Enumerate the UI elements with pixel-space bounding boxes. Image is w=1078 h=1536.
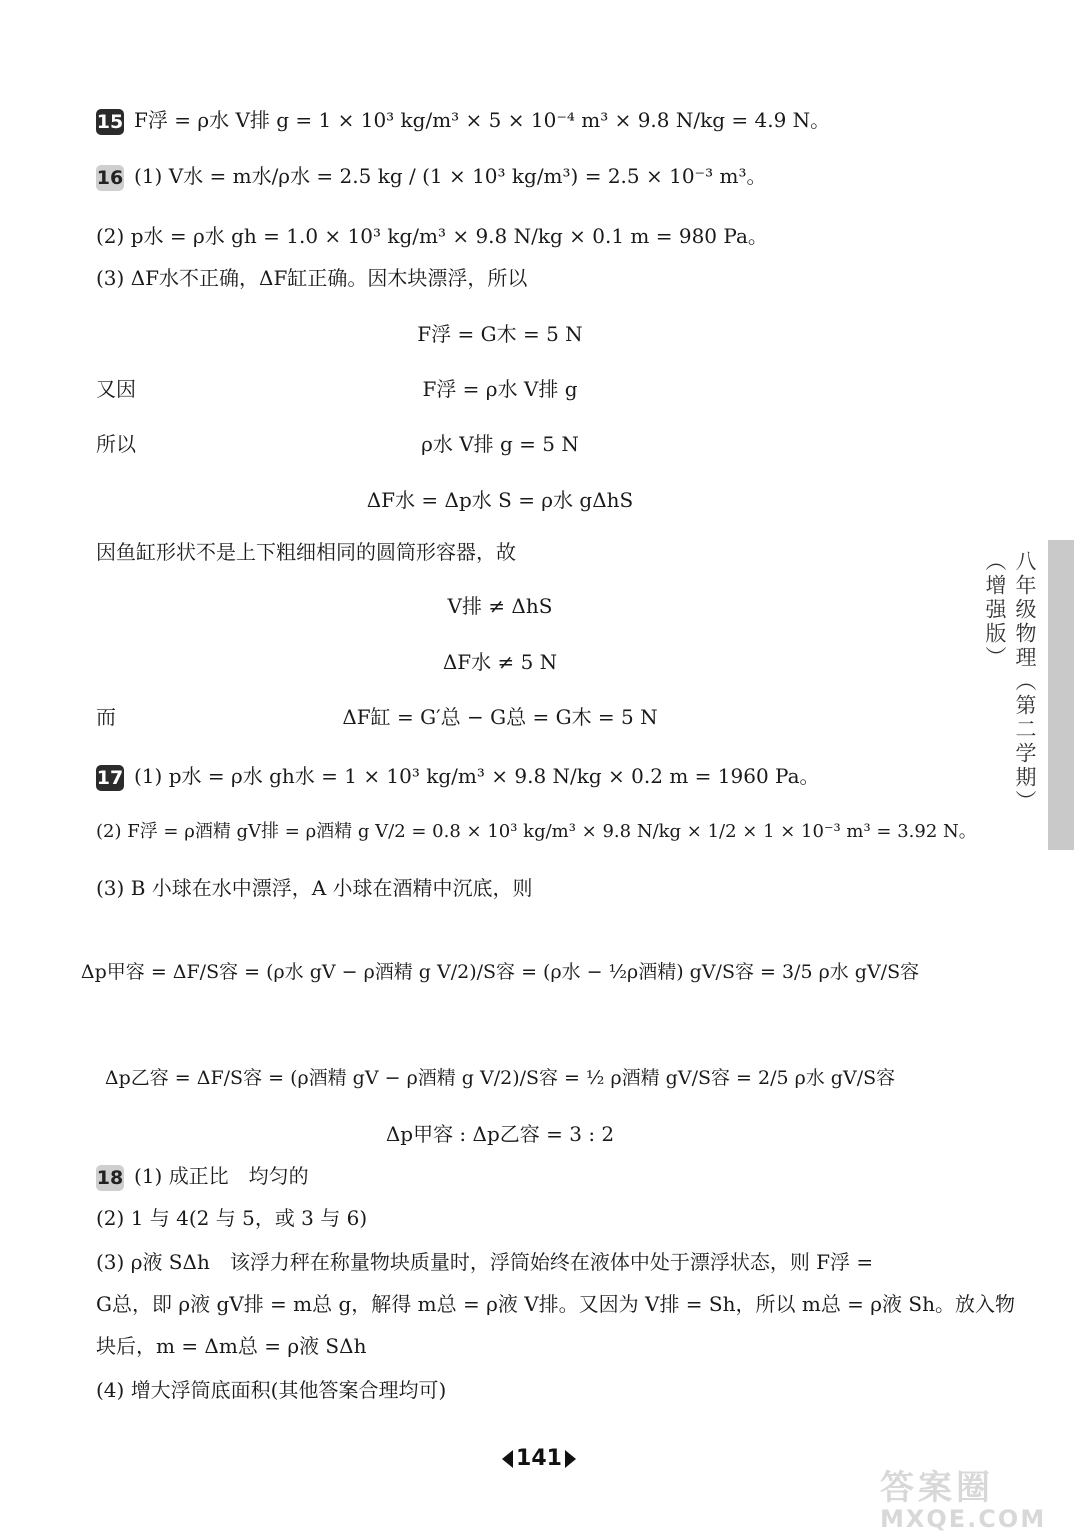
q18-part4: (4) 增大浮筒底面积(其他答案合理均可) <box>96 1378 447 1402</box>
side-tab <box>1048 540 1074 850</box>
q16-equation-4: ΔF水 = Δp水 S = ρ水 gΔhS <box>366 488 634 512</box>
question-number-badge: 15 <box>96 110 124 133</box>
q16-equation-1: F浮 = G木 = 5 N <box>417 322 583 346</box>
q16-equation-7: ΔF缸 = G′总 − G总 = G木 = 5 N <box>342 705 658 729</box>
q18-part3-line1: (3) ρ液 SΔh 该浮力秤在称量物块质量时，浮筒始终在液体中处于漂浮状态，则 F浮 = <box>96 1250 874 1274</box>
q17-equation-3: Δp甲容 : Δp乙容 = 3 : 2 <box>385 1122 615 1146</box>
q16-equation-6: ΔF水 ≠ 5 N <box>442 650 558 674</box>
q17-part3: (3) B 小球在水中漂浮，A 小球在酒精中沉底，则 <box>96 876 533 900</box>
right-triangle-icon <box>565 1450 576 1468</box>
watermark-top-text: 答案圈 <box>880 1468 994 1508</box>
q16-equation-3: ρ水 V排 g = 5 N <box>421 432 579 456</box>
q16-label-er: 而 <box>96 705 116 729</box>
page-number-text: 141 <box>516 1446 562 1471</box>
q16-part1: (1) V水 = m水/ρ水 = 2.5 kg / (1 × 10³ kg/m³) = 2.5 × 10⁻³ m³。 <box>134 164 767 188</box>
q16-part3: (3) ΔF水不正确，ΔF缸正确。因木块漂浮，所以 <box>96 266 528 290</box>
q18-part2: (2) 1 与 4(2 与 5，或 3 与 6) <box>96 1206 368 1230</box>
q17-part2: (2) F浮 = ρ酒精 gV排 = ρ酒精 g V/2 = 0.8 × 10³ kg/m³ × 9.8 N/kg × 1/2 × 1 × 10⁻³ m³ = 3.92 N。 <box>96 821 977 842</box>
q16-equation-5: V排 ≠ ΔhS <box>447 594 553 618</box>
question-16 <box>96 162 766 191</box>
q18-part3-line3: 块后，m = Δm总 = ρ液 SΔh <box>96 1334 367 1358</box>
q18-part1: (1) 成正比 均匀的 <box>134 1164 309 1188</box>
question-number-badge: 16 <box>96 166 124 189</box>
watermark-bottom-text: MXQE.COM <box>880 1505 1047 1533</box>
q16-label-you: 又因 <box>96 377 136 401</box>
question-number-badge: 18 <box>96 1166 124 1189</box>
q16-equation-2: F浮 = ρ水 V排 g <box>422 377 578 401</box>
q16-label-suoyi: 所以 <box>96 432 136 456</box>
q18-part3-line2: G总，即 ρ液 gV排 = m总 g，解得 m总 = ρ液 V排。又因为 V排 = Sh，所以 m总 = ρ液 Sh。放入物 <box>96 1292 1015 1316</box>
question-18 <box>96 1162 309 1191</box>
q17-equation-1: Δp甲容 = ΔF/S容 = (ρ水 gV − ρ酒精 g V/2)/S容 = (ρ水 − ½ρ酒精) gV/S容 = 3/5 ρ水 gV/S容 <box>80 961 920 983</box>
q17-equation-2: Δp乙容 = ΔF/S容 = (ρ酒精 gV − ρ酒精 g V/2)/S容 = ½ ρ酒精 gV/S容 = 2/5 ρ水 gV/S容 <box>104 1067 896 1089</box>
q16-part4: 因鱼缸形状不是上下粗细相同的圆筒形容器，故 <box>96 540 516 564</box>
left-triangle-icon <box>502 1450 513 1468</box>
book-title-vertical: 八年级物理（第二学期）（增强版） <box>983 550 1037 814</box>
question-15 <box>96 106 830 135</box>
question-17 <box>96 762 820 791</box>
q16-part2: (2) p水 = ρ水 gh = 1.0 × 10³ kg/m³ × 9.8 N/kg × 0.1 m = 980 Pa。 <box>96 224 768 248</box>
q17-part1: (1) p水 = ρ水 gh水 = 1 × 10³ kg/m³ × 9.8 N/kg × 0.2 m = 1960 Pa。 <box>134 764 820 788</box>
q15-answer: F浮 = ρ水 V排 g = 1 × 10³ kg/m³ × 5 × 10⁻⁴ m³ × 9.8 N/kg = 4.9 N。 <box>134 108 831 132</box>
question-number-badge: 17 <box>96 766 124 789</box>
watermark <box>880 1460 1070 1533</box>
